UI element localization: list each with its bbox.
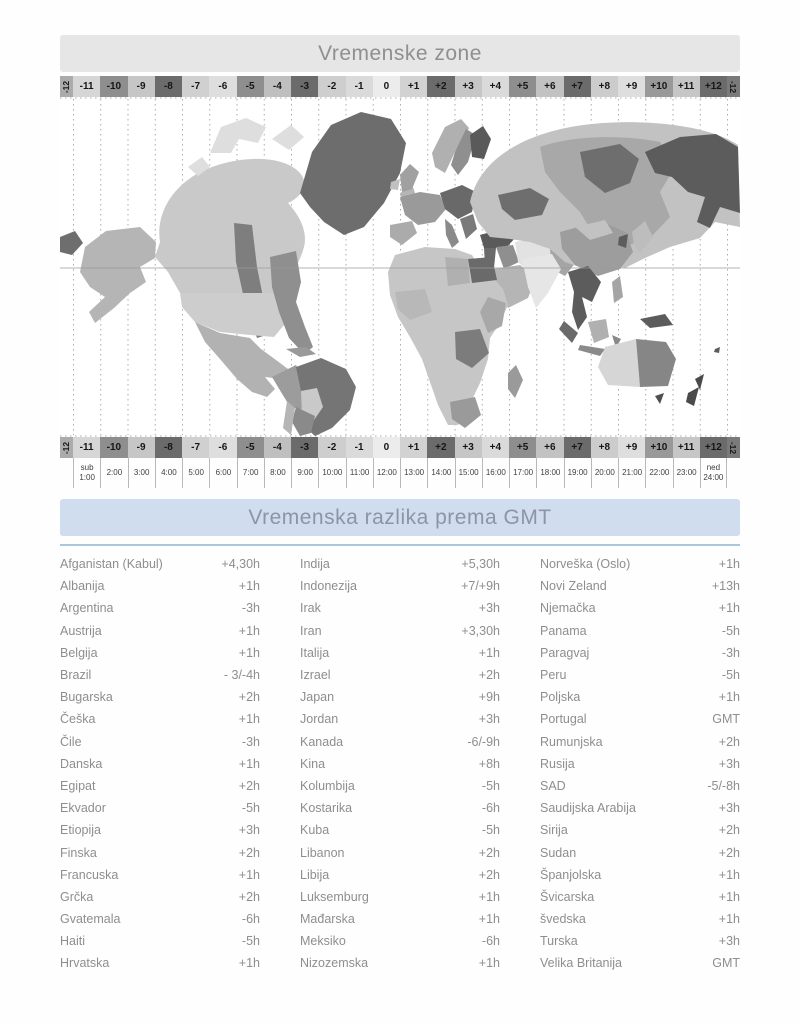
country-name: Indija — [300, 557, 330, 572]
zone-cell: -5 — [237, 437, 264, 458]
time-day-label: sub — [80, 463, 94, 472]
country-name: Velika Britanija — [540, 956, 622, 971]
zone-cell: +5 — [509, 76, 536, 97]
table-row — [300, 686, 500, 708]
gmt-header-title: Vremenska razlika prema GMT — [248, 505, 552, 529]
gmt-offset: +2h — [718, 845, 740, 860]
table-row — [60, 819, 260, 841]
gmt-offset: +3h — [238, 823, 260, 838]
gmt-offset: -5h — [241, 934, 260, 949]
zone-cell: +11 — [673, 437, 700, 458]
gmt-offset: +3h — [718, 934, 740, 949]
gmt-offset: -6h — [481, 801, 500, 816]
time-value: 5:00 — [188, 468, 204, 477]
time-value: 16:00 — [485, 468, 506, 477]
gmt-offset: -5h — [481, 778, 500, 793]
zone-cell: -7 — [182, 76, 209, 97]
time-cell — [182, 458, 209, 488]
table-row — [60, 597, 260, 619]
country-name: SAD — [540, 778, 566, 793]
gmt-offset: +2h — [718, 734, 740, 749]
table-row — [540, 753, 740, 775]
gmt-offset: -6h — [241, 912, 260, 927]
zone-cell: -9 — [128, 76, 155, 97]
zone-edge-cell: -12 — [60, 437, 73, 458]
table-row — [300, 753, 500, 775]
time-cell — [427, 458, 454, 488]
time-value: 14:00 — [431, 468, 452, 477]
gmt-offset: +3,30h — [461, 623, 500, 638]
table-row — [300, 731, 500, 753]
zone-cell: -10 — [100, 76, 127, 97]
zone-cell: +9 — [618, 76, 645, 97]
country-name: Irak — [300, 601, 321, 616]
gmt-offset: +2h — [238, 690, 260, 705]
table-row — [60, 775, 260, 797]
country-name: Brazil — [60, 668, 92, 683]
country-name: Češka — [60, 712, 96, 727]
time-cell — [455, 458, 482, 488]
gmt-offset: +2h — [718, 823, 740, 838]
country-name: Sirija — [540, 823, 568, 838]
time-cell — [291, 458, 318, 488]
time-cell — [482, 458, 509, 488]
time-cell — [591, 458, 618, 488]
country-name: Indonezija — [300, 579, 357, 594]
zone-cell: -2 — [318, 76, 345, 97]
time-value: 6:00 — [215, 468, 232, 477]
time-cell — [155, 458, 182, 488]
table-row — [60, 886, 260, 908]
gmt-offset: +1h — [238, 645, 260, 660]
gmt-offset: +8h — [478, 756, 500, 771]
zone-cell: -4 — [264, 437, 291, 458]
gmt-offset: +1h — [718, 889, 740, 904]
gmt-offset: +1h — [238, 956, 260, 971]
time-value: 1:00 — [79, 473, 95, 482]
country-name: Grčka — [60, 889, 94, 904]
time-cell — [618, 458, 645, 488]
zone-cell: +7 — [564, 437, 591, 458]
table-row — [300, 664, 500, 686]
zone-cell: +4 — [482, 76, 509, 97]
gmt-offset: +1h — [238, 623, 260, 638]
zone-edge-cell: -12 — [60, 76, 73, 97]
country-name: Rusija — [540, 756, 575, 771]
table-row — [540, 864, 740, 886]
time-day-label: ned — [706, 463, 721, 472]
zone-cell: -3 — [291, 76, 318, 97]
time-cell — [209, 458, 236, 488]
table-row — [60, 708, 260, 730]
divider-line — [60, 544, 740, 546]
gmt-offset: +3h — [718, 756, 740, 771]
zone-cell: -9 — [128, 437, 155, 458]
zone-cell: +6 — [536, 437, 563, 458]
country-name: Mađarska — [300, 912, 355, 927]
gmt-offset: -5h — [241, 801, 260, 816]
zone-cell: +1 — [400, 76, 427, 97]
gmt-offset: -5h — [721, 668, 740, 683]
country-name: Švicarska — [540, 889, 595, 904]
country-name: Kostarika — [300, 801, 353, 816]
time-cell — [673, 458, 700, 488]
table-column-2 — [300, 553, 500, 975]
table-row — [300, 575, 500, 597]
zone-strip-top — [60, 76, 740, 97]
time-value: 18:00 — [540, 468, 561, 477]
country-name: Belgija — [60, 645, 98, 660]
zone-cell: 0 — [373, 437, 400, 458]
time-value: 15:00 — [458, 468, 479, 477]
time-value: 2:00 — [106, 468, 123, 477]
table-row — [300, 864, 500, 886]
country-name: Albanija — [60, 579, 105, 594]
time-cell — [128, 458, 155, 488]
world-map — [60, 97, 740, 437]
country-name: Kolumbija — [300, 778, 355, 793]
time-value: 22:00 — [649, 468, 670, 477]
table-row — [300, 886, 500, 908]
country-name: Njemačka — [540, 601, 596, 616]
time-value: 17:00 — [513, 468, 534, 477]
country-name: Panama — [540, 623, 587, 638]
time-value: 13:00 — [404, 468, 425, 477]
country-name: Čile — [60, 734, 82, 749]
zone-cell: +12 — [700, 437, 727, 458]
country-name: Novi Zeland — [540, 579, 607, 594]
table-row — [60, 686, 260, 708]
table-row — [300, 841, 500, 863]
country-name: Finska — [60, 845, 97, 860]
zone-cell: -11 — [73, 437, 100, 458]
country-name: Argentina — [60, 601, 114, 616]
zone-cell: -3 — [291, 437, 318, 458]
country-name: Sudan — [540, 845, 577, 860]
gmt-offset: +1h — [238, 867, 260, 882]
time-cell — [700, 458, 727, 488]
gmt-offset: GMT — [712, 956, 740, 971]
country-name: Španjolska — [540, 867, 602, 882]
zone-cell: +5 — [509, 437, 536, 458]
country-name: Bugarska — [60, 690, 113, 705]
gmt-header-bar — [60, 499, 740, 536]
table-row — [60, 930, 260, 952]
page-title-bar — [60, 35, 740, 72]
gmt-offset: +1h — [478, 645, 500, 660]
gmt-offset: -6h — [481, 934, 500, 949]
zone-cell: +8 — [591, 76, 618, 97]
table-column-1 — [60, 553, 260, 975]
zone-cell: +4 — [482, 437, 509, 458]
country-name: Haiti — [60, 934, 86, 949]
time-value: 3:00 — [133, 468, 150, 477]
table-row — [300, 620, 500, 642]
table-row — [60, 797, 260, 819]
table-row — [300, 775, 500, 797]
zone-cell: +11 — [673, 76, 700, 97]
zone-cell: +6 — [536, 76, 563, 97]
times-row — [73, 458, 727, 488]
time-value: 11:00 — [349, 468, 370, 477]
zone-cell: +3 — [455, 76, 482, 97]
table-row — [60, 864, 260, 886]
country-name: Danska — [60, 756, 103, 771]
zone-cell: -8 — [155, 76, 182, 97]
zone-cell: +9 — [618, 437, 645, 458]
country-name: Turska — [540, 934, 578, 949]
country-name: Gvatemala — [60, 912, 121, 927]
zone-cell: -10 — [100, 437, 127, 458]
country-name: Portugal — [540, 712, 587, 727]
zone-strip-bottom — [60, 437, 740, 458]
country-name: Austrija — [60, 623, 102, 638]
country-name: Libija — [300, 867, 330, 882]
table-row — [60, 731, 260, 753]
gmt-offset: +7/+9h — [461, 579, 500, 594]
country-name: Jordan — [300, 712, 339, 727]
time-value: 12:00 — [376, 468, 397, 477]
time-cell — [346, 458, 373, 488]
table-row — [540, 841, 740, 863]
country-name: Poljska — [540, 690, 581, 705]
table-row — [60, 575, 260, 597]
zone-cell: +3 — [455, 437, 482, 458]
time-cell — [237, 458, 264, 488]
gmt-offset: GMT — [712, 712, 740, 727]
time-cell — [264, 458, 291, 488]
gmt-offset: +1h — [478, 912, 500, 927]
country-name: Meksiko — [300, 934, 346, 949]
table-row — [60, 620, 260, 642]
gmt-offset: +1h — [238, 756, 260, 771]
country-name: Afganistan (Kabul) — [60, 557, 163, 572]
table-row — [540, 797, 740, 819]
gmt-offset: +1h — [718, 601, 740, 616]
table-row — [60, 553, 260, 575]
zone-cell: -4 — [264, 76, 291, 97]
gmt-offset: -3h — [241, 601, 260, 616]
gmt-offset: +3h — [718, 801, 740, 816]
time-value: 23:00 — [676, 468, 697, 477]
zone-edge-cell: -12 — [727, 437, 740, 458]
page-title: Vremenske zone — [318, 41, 482, 65]
table-row — [540, 620, 740, 642]
country-name: Hrvatska — [60, 956, 110, 971]
zone-cell: 0 — [373, 76, 400, 97]
gmt-offset: +2h — [238, 845, 260, 860]
table-row — [300, 708, 500, 730]
table-row — [300, 642, 500, 664]
country-name: Paragvaj — [540, 645, 590, 660]
gmt-offset: - 3/-4h — [223, 668, 260, 683]
gmt-offset: -5h — [721, 623, 740, 638]
zone-cell: -5 — [237, 76, 264, 97]
time-cell — [536, 458, 563, 488]
table-row — [540, 908, 740, 930]
zone-cell: +10 — [645, 76, 672, 97]
zone-cell: -1 — [346, 437, 373, 458]
gmt-offset: +1h — [238, 579, 260, 594]
time-value: 10:00 — [322, 468, 343, 477]
time-cell — [645, 458, 672, 488]
table-row — [300, 597, 500, 619]
gmt-offset: -3h — [721, 645, 740, 660]
time-value: 9:00 — [297, 468, 313, 477]
country-name: Kuba — [300, 823, 330, 838]
zone-cell: +10 — [645, 437, 672, 458]
country-name: Francuska — [60, 867, 119, 882]
time-cell — [400, 458, 427, 488]
country-name: Luksemburg — [300, 889, 369, 904]
time-value: 7:00 — [242, 468, 259, 477]
table-row — [540, 575, 740, 597]
country-name: Kanada — [300, 734, 344, 749]
gmt-offset: +1h — [718, 867, 740, 882]
time-cell — [373, 458, 400, 488]
gmt-offset: +2h — [238, 778, 260, 793]
country-name: Italija — [300, 645, 330, 660]
table-row — [300, 797, 500, 819]
country-name: Ekvador — [60, 801, 106, 816]
table-row — [540, 553, 740, 575]
country-name: Iran — [300, 623, 322, 638]
time-cell — [100, 458, 127, 488]
country-name: Norveška (Oslo) — [540, 557, 631, 572]
country-name: Japan — [300, 690, 335, 705]
table-column-3 — [540, 553, 740, 975]
gmt-offset: -5/-8h — [707, 778, 740, 793]
table-row — [300, 819, 500, 841]
table-row — [540, 930, 740, 952]
country-name: Egipat — [60, 778, 96, 793]
table-row — [60, 952, 260, 974]
table-row — [60, 664, 260, 686]
gmt-offset: +1h — [718, 912, 740, 927]
gmt-offset: +1h — [238, 712, 260, 727]
zone-cell: -2 — [318, 437, 345, 458]
country-name: Kina — [300, 756, 326, 771]
zone-cell: +8 — [591, 437, 618, 458]
zone-cell: -1 — [346, 76, 373, 97]
country-name: Rumunjska — [540, 734, 603, 749]
gmt-offset: -6/-9h — [467, 734, 500, 749]
table-row — [60, 642, 260, 664]
gmt-offset: +2h — [478, 845, 500, 860]
table-row — [540, 819, 740, 841]
zone-cell: -11 — [73, 76, 100, 97]
timezone-map-block — [60, 76, 740, 488]
gmt-offset: +2h — [478, 867, 500, 882]
time-cell — [509, 458, 536, 488]
gmt-offset: +1h — [718, 557, 740, 572]
gmt-offset: +9h — [478, 690, 500, 705]
zone-cell: +7 — [564, 76, 591, 97]
gmt-offset: +13h — [711, 579, 740, 594]
time-value: 21:00 — [622, 468, 643, 477]
country-name: Libanon — [300, 845, 345, 860]
zone-cell: -7 — [182, 437, 209, 458]
time-cell — [564, 458, 591, 488]
table-row — [60, 753, 260, 775]
table-row — [300, 952, 500, 974]
map-landmasses — [60, 112, 740, 436]
country-name: Peru — [540, 668, 567, 683]
gmt-offset: -5h — [481, 823, 500, 838]
zone-edge-cell: -12 — [727, 76, 740, 97]
time-cell — [73, 458, 100, 488]
gmt-offset: +2h — [478, 668, 500, 683]
time-value: 4:00 — [161, 468, 177, 477]
country-name: Izrael — [300, 668, 331, 683]
zone-cell: +2 — [427, 76, 454, 97]
table-row — [540, 597, 740, 619]
gmt-offset: -3h — [241, 734, 260, 749]
zone-cell: -8 — [155, 437, 182, 458]
zone-cell: +12 — [700, 76, 727, 97]
gmt-offset: +2h — [238, 889, 260, 904]
country-name: švedska — [540, 912, 586, 927]
country-name: Saudijska Arabija — [540, 801, 636, 816]
zone-cell: +1 — [400, 437, 427, 458]
table-row — [540, 686, 740, 708]
time-value: 8:00 — [270, 468, 286, 477]
gmt-offset: +5,30h — [461, 557, 500, 572]
gmt-offset-table — [60, 553, 740, 975]
table-row — [540, 775, 740, 797]
table-row — [60, 908, 260, 930]
table-row — [540, 708, 740, 730]
table-row — [540, 731, 740, 753]
table-row — [300, 553, 500, 575]
gmt-offset: +1h — [478, 956, 500, 971]
country-name: Nizozemska — [300, 956, 369, 971]
table-row — [60, 841, 260, 863]
time-value: 19:00 — [567, 468, 588, 477]
table-row — [300, 930, 500, 952]
table-row — [540, 642, 740, 664]
gmt-offset: +3h — [478, 601, 500, 616]
gmt-offset: +1h — [718, 690, 740, 705]
zone-cell: -6 — [209, 76, 236, 97]
gmt-offset: +4,30h — [221, 557, 260, 572]
zone-cell: -6 — [209, 437, 236, 458]
gmt-offset: +1h — [478, 889, 500, 904]
time-cell — [318, 458, 345, 488]
table-row — [540, 952, 740, 974]
table-row — [300, 908, 500, 930]
table-row — [540, 664, 740, 686]
time-value: 20:00 — [594, 468, 615, 477]
gmt-offset: +3h — [478, 712, 500, 727]
table-row — [540, 886, 740, 908]
time-value: 24:00 — [703, 473, 724, 482]
zone-cell: +2 — [427, 437, 454, 458]
country-name: Etiopija — [60, 823, 101, 838]
